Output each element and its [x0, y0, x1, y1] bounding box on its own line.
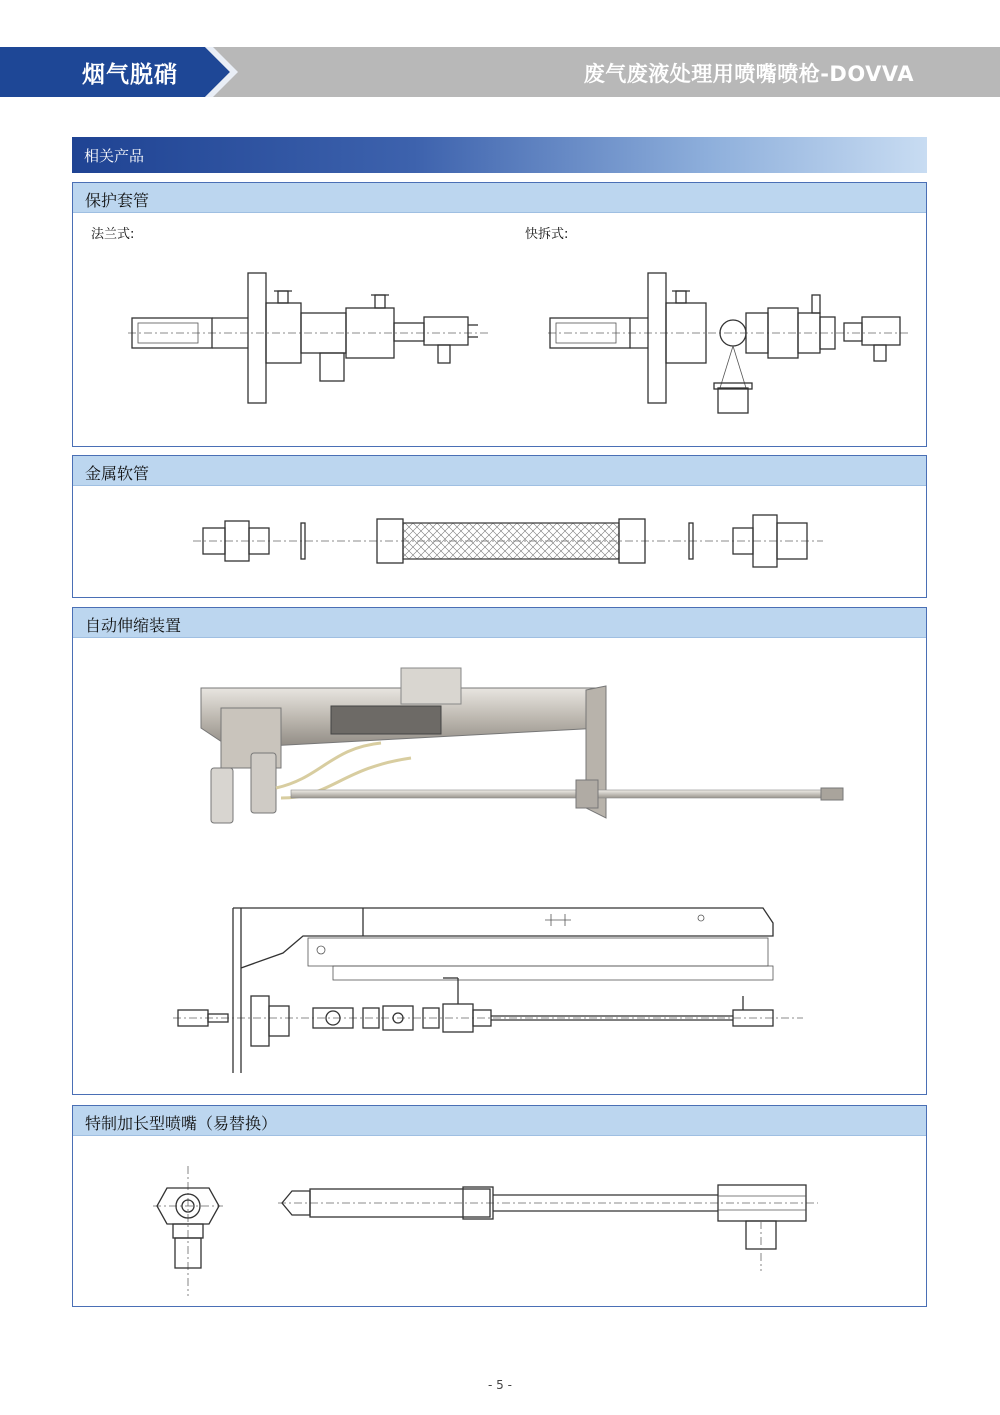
- section-extended-nozzle: [72, 1105, 927, 1307]
- related-products-title: 相关产品: [84, 147, 145, 165]
- section-title: 自动伸缩装置: [85, 616, 182, 635]
- section-auto-retract: [72, 607, 927, 1095]
- header-category-title: 烟气脱硝: [82, 62, 178, 88]
- quick-release-type-label: 快拆式:: [525, 227, 569, 242]
- section-header: [73, 456, 926, 486]
- section-title: 特制加长型喷嘴（易替换）: [85, 1114, 278, 1133]
- section-metal-hose: [72, 455, 927, 598]
- auto-retract-drawing: [173, 878, 803, 1058]
- nozzle-end-view-drawing: [153, 1166, 223, 1296]
- flange-sleeve-drawing: [128, 273, 488, 413]
- page-number: - 5 -: [488, 1378, 512, 1392]
- section-body: [73, 638, 926, 1093]
- section-body: [73, 213, 926, 445]
- nozzle-side-view-drawing: [278, 1181, 818, 1291]
- section-header: [73, 1106, 926, 1136]
- related-products-bar: [72, 137, 927, 173]
- section-header: [73, 183, 926, 213]
- auto-retract-photo: [181, 668, 851, 848]
- header-product-title: 废气废液处理用喷嘴喷枪-DOVVA: [583, 62, 914, 86]
- section-body: [73, 486, 926, 596]
- section-title: 金属软管: [85, 464, 150, 483]
- flange-type-label: 法兰式:: [91, 227, 135, 242]
- section-body: [73, 1136, 926, 1305]
- section-title: 保护套管: [85, 191, 150, 210]
- section-header: [73, 608, 926, 638]
- quick-release-sleeve-drawing: [548, 273, 908, 423]
- section-protective-sleeve: [72, 182, 927, 447]
- metal-hose-drawing: [193, 511, 823, 571]
